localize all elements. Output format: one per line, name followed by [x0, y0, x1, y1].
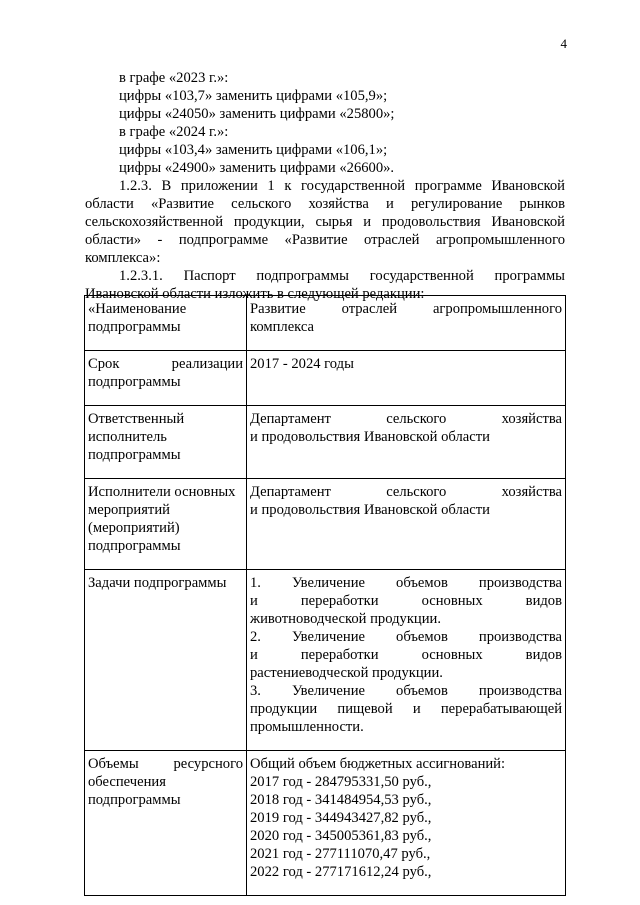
text-line: (мероприятий): [88, 520, 180, 536]
text-line: области «Развитие сельского хозяйства и регулирование рынков: [85, 196, 565, 212]
text-line: Общий объем бюджетных ассигнований:: [250, 756, 506, 772]
text-line: «Наименование: [88, 301, 187, 317]
value-cell: [247, 351, 566, 406]
label-cell: [85, 479, 247, 570]
text-line: Развитие отраслей агропромышленного: [250, 301, 562, 317]
text-line: 2017 - 2024 годы: [250, 356, 354, 372]
text-line: 2018 год - 341484954,53 руб.,: [250, 792, 432, 808]
text-line: мероприятий: [88, 502, 170, 518]
text-line: 2019 год - 344943427,82 руб.,: [250, 810, 432, 826]
page-number: 4: [560, 36, 567, 51]
text-line: и продовольствия Ивановской области: [250, 429, 490, 445]
text-line: 2. Увеличение объемов производства: [250, 629, 562, 645]
value-cell: [247, 479, 566, 570]
text-line: цифры «24900» заменить цифрами «26600».: [119, 160, 395, 176]
text-line: промышленности.: [250, 719, 364, 735]
table-row: [85, 296, 566, 351]
text-line: 3. Увеличение объемов производства: [250, 683, 562, 699]
text-line: 2022 год - 277171612,24 руб.,: [250, 864, 432, 880]
text-line: области» - подпрограмме «Развитие отраслей агропромышленного: [85, 232, 565, 248]
text-line: в графе «2024 г.»:: [119, 124, 229, 140]
label-cell: [85, 296, 247, 351]
text-line: 2021 год - 277111070,47 руб.,: [250, 846, 431, 862]
table-row: [85, 351, 566, 406]
label-cell: [85, 570, 247, 751]
value-cell: [247, 296, 566, 351]
text-line: Срок реализации: [88, 356, 243, 372]
value-cell: [247, 406, 566, 479]
value-cell: [247, 751, 566, 896]
label-cell: [85, 406, 247, 479]
label-cell: [85, 751, 247, 896]
text-line: обеспечения: [88, 774, 166, 790]
text-line: подпрограммы: [88, 374, 181, 390]
text-line: цифры «103,7» заменить цифрами «105,9»;: [119, 88, 388, 104]
text-line: и переработки основных видов: [250, 647, 562, 663]
text-line: 2020 год - 345005361,83 руб.,: [250, 828, 432, 844]
value-cell: [247, 570, 566, 751]
text-line: 1.2.3. В приложении 1 к государственной программе Ивановской: [119, 178, 565, 194]
text-line: Исполнители основных: [88, 484, 236, 500]
text-line: и переработки основных видов: [250, 593, 562, 609]
text-line: подпрограммы: [88, 792, 181, 808]
text-line: комплекса: [250, 319, 315, 335]
text-line: 1. Увеличение объемов производства: [250, 575, 562, 591]
text-line: подпрограммы: [88, 447, 181, 463]
text-line: Ивановской области изложить в следующей редакции:: [85, 286, 425, 302]
table-row: [85, 570, 566, 751]
text-line: Департамент сельского хозяйства: [250, 411, 562, 427]
text-line: сельскохозяйственной продукции, сырья и продовольствия Ивановской: [85, 214, 565, 230]
text-line: Задачи подпрограммы: [88, 575, 227, 591]
text-line: продукции пищевой и перерабатывающей: [250, 701, 562, 717]
passport-table: [84, 295, 566, 896]
text-line: в графе «2023 г.»:: [119, 70, 229, 86]
label-cell: [85, 351, 247, 406]
table-row: [85, 406, 566, 479]
text-line: животноводческой продукции.: [250, 611, 442, 627]
text-line: Департамент сельского хозяйства: [250, 484, 562, 500]
text-line: 1.2.3.1. Паспорт подпрограммы государственной программы: [119, 268, 565, 284]
text-line: цифры «24050» заменить цифрами «25800»;: [119, 106, 395, 122]
text-line: комплекса»:: [85, 250, 161, 266]
text-line: 2017 год - 284795331,50 руб.,: [250, 774, 432, 790]
text-line: растениеводческой продукции.: [250, 665, 443, 681]
text-line: Объемы ресурсного: [88, 756, 243, 772]
table-row: [85, 479, 566, 570]
text-line: подпрограммы: [88, 319, 181, 335]
text-line: исполнитель: [88, 429, 167, 445]
text-line: подпрограммы: [88, 538, 181, 554]
text-line: цифры «103,4» заменить цифрами «106,1»;: [119, 142, 388, 158]
text-line: и продовольствия Ивановской области: [250, 502, 490, 518]
text-line: Ответственный: [88, 411, 185, 427]
table-row: [85, 751, 566, 896]
paragraph-1-2-3: [85, 177, 565, 267]
